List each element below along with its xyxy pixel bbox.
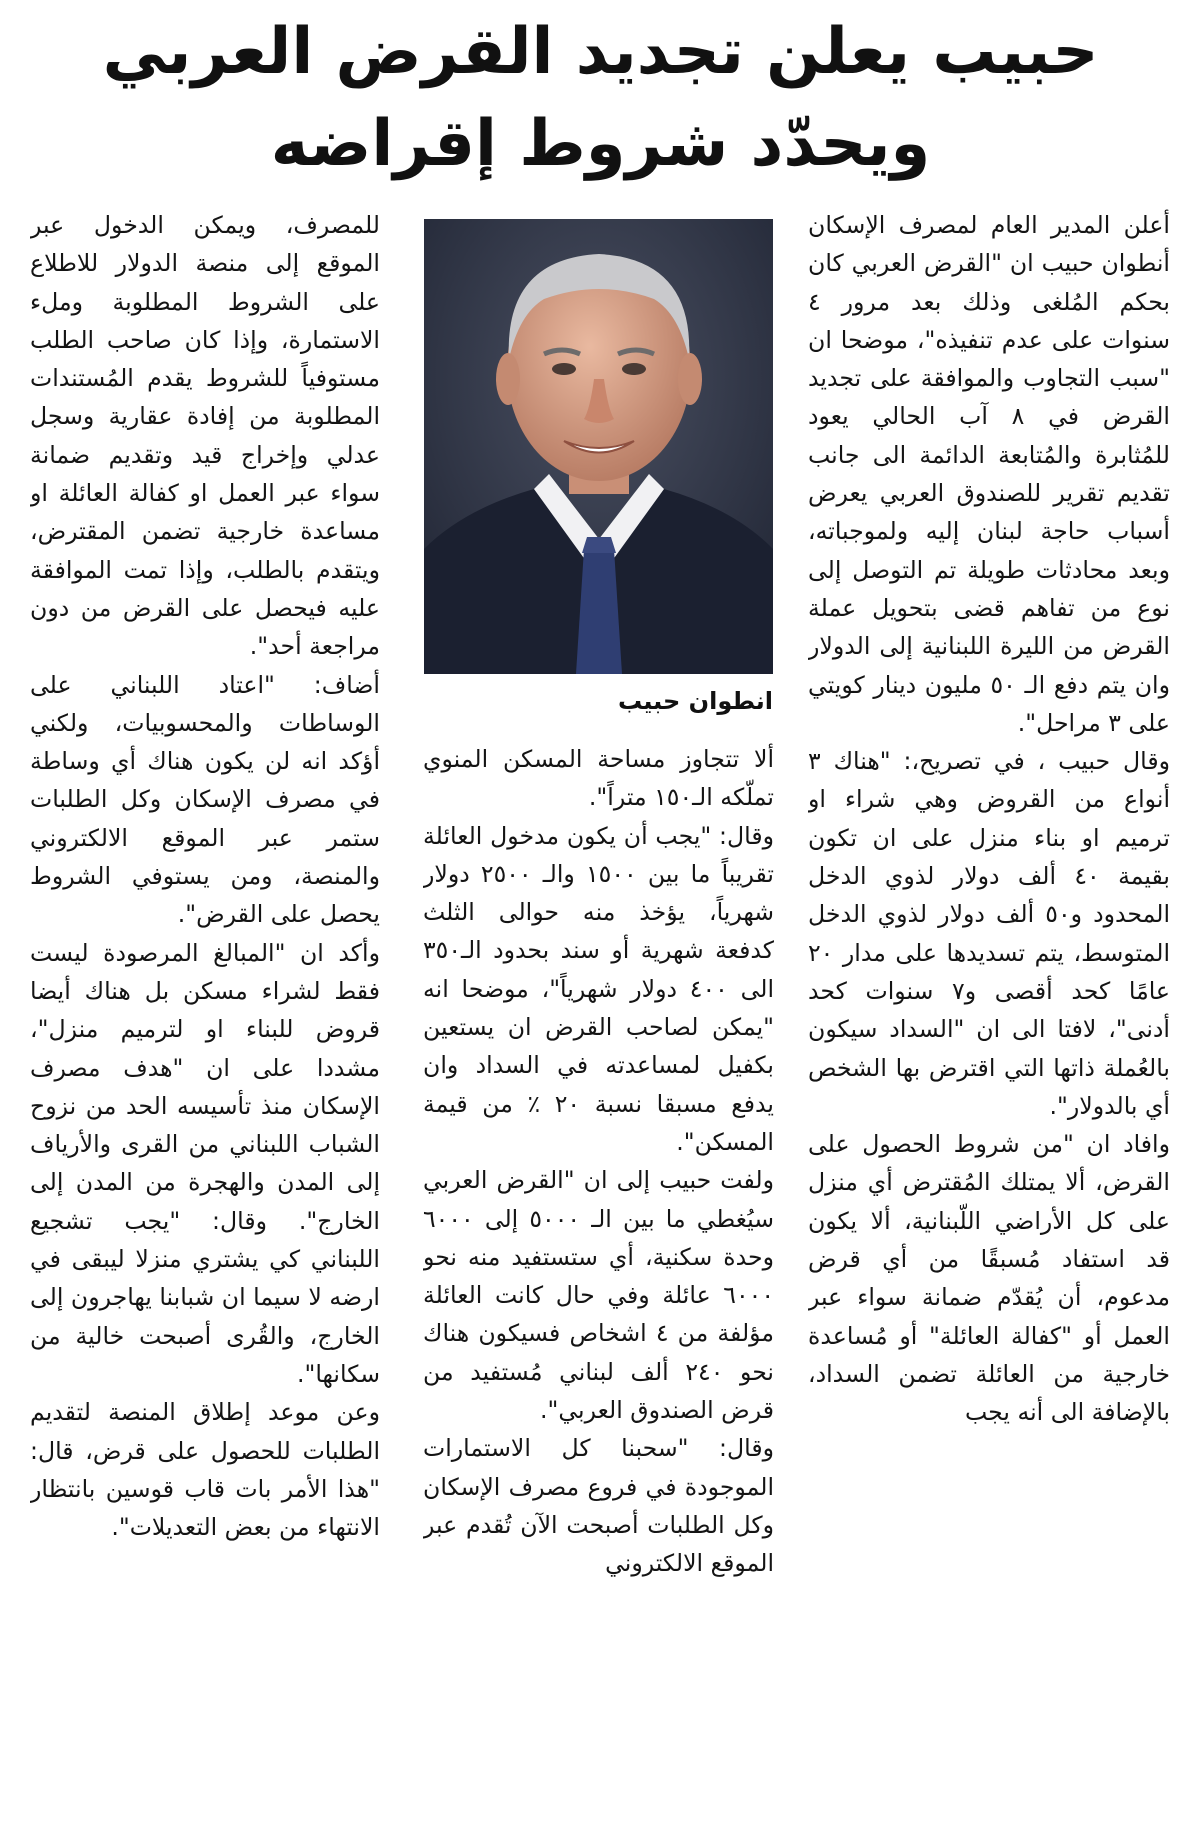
article-column-left [30, 206, 380, 1811]
article-column-right [808, 206, 1170, 1811]
paragraph: وقال: "سحبنا كل الاستمارات الموجودة في فروع مصرف الإسكان وكل الطلبات أصبحت الآن تُقدم عبر الموقع الالكتروني [423, 1434, 774, 1578]
paragraph: وأكد ان "المبالغ المرصودة ليست فقط لشراء مسكن بل هناك أيضا قروض للبناء او لترميم منزل"، مشددا على ان "هدف مصرف الإسكان منذ تأسيسه الحد من نزوح الشباب اللبناني من القرى والأرياف إلى المدن والهجرة من المدن إلى الخارج". وقال: "يجب تشجيع اللبناني كي يشتري منزلا ليبقى في ارضه لا سيما ان شبابنا يهاجرون إلى الخارج، والقُرى أصبحت خالية من سكانها". [30, 938, 380, 1388]
paragraph: وعن موعد إطلاق المنصة لتقديم الطلبات للحصول على قرض، قال: "هذا الأمر بات قاب قوسين بانتظار الانتهاء من بعض التعديلات". [30, 1398, 380, 1542]
paragraph: للمصرف، ويمكن الدخول عبر الموقع إلى منصة الدولار للاطلاع على الشروط المطلوبة وملء الاستمارة، وإذا كان صاحب الطلب مستوفياً للشروط يقدم المُستندات المطلوبة من إفادة عقارية وسجل عدلي وإخراج قيد وتقديم ضمانة سواء عبر العمل او كفالة العائلة او مساعدة خارجية تضمن المقترض، ويتقدم بالطلب، وإذا تمت الموافقة عليه فيحصل على القرض من دون مراجعة أحد". [30, 211, 380, 661]
paragraph: أعلن المدير العام لمصرف الإسكان أنطوان حبيب ان "القرض العربي كان بحكم المُلغى وذلك بعد مرور ٤ سنوات على عدم تنفيذه"، موضحا ان "سبب التجاوب والموافقة على تجديد القرض في ٨ آب الحالي يعود للمُثابرة والمُتابعة الدائمة الى جانب تقديم تقرير للصندوق العربي يعرض أسباب حاجة لبنان إليه ولموجباته، وبعد محادثات طويلة تم التوصل إلى نوع من تفاهم قضى بتحويل عملة القرض من الليرة اللبنانية إلى الدولار وان يتم دفع الـ ٥٠ مليون دينار كويتي على ٣ مراحل". [808, 211, 1170, 737]
paragraph: وقال حبيب ، في تصريح،: "هناك ٣ أنواع من القروض وهي شراء او ترميم او بناء منزل على ان تكون بقيمة ٤٠ ألف دولار لذوي الدخل المحدود و٥٠ ألف دولار لذوي الدخل المتوسط، يتم تسديدها على مدار ٢٠ عامًا كحد أقصى و٧ سنوات كحد أدنى"، لافتا الى ان "السداد سيكون بالعُملة ذاتها التي اقترض بها الشخص أي بالدولار". [808, 747, 1170, 1120]
headline-line-2: ويحدّد شروط إقراضه [270, 107, 931, 181]
headline [0, 6, 1201, 190]
photo-caption: انطوان حبيب [617, 687, 773, 715]
paragraph: ألا تتجاوز مساحة المسكن المنوي تملّكه الـ١٥٠ متراً". [423, 745, 774, 812]
paragraph: أضاف: "اعتاد اللبناني على الوساطات والمحسوبيات، ولكني أؤكد انه لن يكون هناك أي وساطة في مصرف الإسكان وكل الطلبات ستمر عبر الموقع الالكتروني والمنصة، ومن يستوفي الشروط يحصل على القرض". [30, 670, 380, 929]
paragraph: وقال: "يجب أن يكون مدخول العائلة تقريباً ما بين ١٥٠٠ والـ ٢٥٠٠ دولار شهرياً، يؤخذ منه حوالى الثلث كدفعة شهرية أو سند بحدود الـ٣٥٠ الى ٤٠٠ دولار شهرياً"، موضحا انه "يمكن لصاحب القرض ان يستعين بكفيل لمساعدته في السداد وان يدفع مسبقا نسبة ٢٠ ٪ من قيمة المسكن". [423, 821, 774, 1156]
paragraph: وافاد ان "من شروط الحصول على القرض، ألا يمتلك المُقترض أي منزل على كل الأراضي اللّبنانية، ألا يكون قد استفاد مُسبقًا من أي قرض مدعوم، أن يُقدّم ضمانة سواء عبر العمل أو "كفالة العائلة" أو مُساعدة خارجية من العائلة تضمن السداد، بالإضافة الى أنه يجب [808, 1130, 1170, 1427]
headline-line-1: حبيب يعلن تجديد القرض العربي [102, 15, 1099, 89]
portrait-photo [424, 219, 773, 674]
article-column-middle [423, 740, 774, 1811]
paragraph: ولفت حبيب إلى ان "القرض العربي سيُغطي ما بين الـ ٥٠٠٠ إلى ٦٠٠٠ وحدة سكنية، أي ستستفيد منه نحو ٦٠٠٠ عائلة وفي حال كانت العائلة مؤلفة من ٤ اشخاص فسيكون هناك نحو ٢٤٠ ألف لبناني مُستفيد من قرض الصندوق العربي". [423, 1166, 774, 1425]
